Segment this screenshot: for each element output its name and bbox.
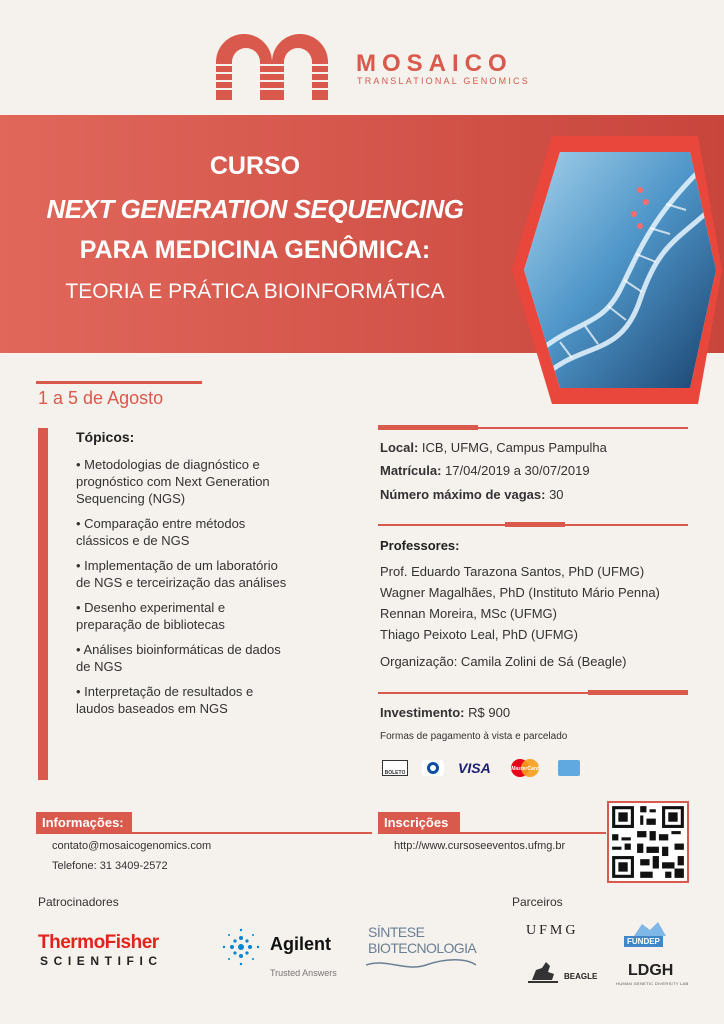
course-label: CURSO	[209, 152, 301, 180]
diners-icon	[422, 760, 444, 776]
divider-accent	[378, 425, 478, 430]
topic-item: • Análises bioinformáticas de dados de NGS	[76, 642, 281, 674]
sintese-logo: SÍNTESE	[368, 924, 425, 940]
thermofisher-logo-sub: SCIENTIFIC	[40, 954, 163, 968]
course-title-line3: PARA MEDICINA GENÔMICA:	[79, 236, 431, 264]
professor-item: Thiago Peixoto Leal, PhD (UFMG)	[380, 627, 578, 642]
mastercard-icon	[508, 758, 542, 778]
divider-accent	[505, 522, 565, 527]
registration-url[interactable]: http://www.cursoseeventos.ufmg.br	[394, 840, 566, 852]
professors-title: Professores:	[380, 538, 460, 553]
professor-item: Prof. Eduardo Tarazona Santos, PhD (UFMG)	[380, 564, 645, 579]
agilent-spark-icon	[218, 924, 264, 970]
sponsors-label: Patrocinadores	[38, 895, 119, 909]
contact-email[interactable]: contato@mosaicogenomics.com	[52, 840, 212, 852]
registration-label: Inscrições	[378, 812, 460, 834]
visa-icon: VISA	[458, 760, 491, 776]
topic-item: • Desenho experimental e preparação de bibliotecas	[76, 600, 226, 632]
logo-subtitle: TRANSLATIONAL GENOMICS	[357, 76, 530, 86]
beagle-logo: BEAGLE	[564, 972, 598, 981]
topics-accent-bar	[38, 428, 48, 780]
fundep-logo: FUNDEP	[624, 936, 663, 947]
professor-item: Rennan Moreira, MSc (UFMG)	[380, 606, 557, 621]
sintese-wave-icon	[366, 958, 476, 972]
course-subtitle: TEORIA E PRÁTICA BIOINFORMÁTICA	[65, 280, 445, 303]
dna-hexagon-image	[490, 130, 722, 410]
topic-item: • Implementação de um laboratório de NGS e terceirização das análises	[76, 558, 287, 590]
divider-accent	[588, 690, 688, 695]
fundep-shape-icon	[630, 920, 670, 936]
thermofisher-logo: ThermoFisher	[38, 932, 159, 953]
topic-item: • Interpretação de resultados e laudos baseados em NGS	[76, 684, 254, 716]
organization-info: Organização: Camila Zolini de Sá (Beagle)	[380, 654, 627, 669]
info-label: Informações:	[36, 812, 132, 834]
course-title-ngs: NEXT GENERATION SEQUENCING	[46, 194, 464, 224]
investment-info: Investimento: R$ 900	[380, 705, 511, 720]
svg-text:MasterCard: MasterCard	[511, 766, 539, 772]
agilent-logo: Agilent	[270, 934, 331, 954]
payment-note: Formas de pagamento à vista e parcelado	[380, 731, 568, 742]
partners-label: Parceiros	[512, 895, 563, 909]
topic-item: • Comparação entre métodos clássicos e de NGS	[76, 516, 246, 548]
local-info: Local: ICB, UFMG, Campus Pampulha	[380, 440, 607, 455]
beagle-dog-icon	[528, 958, 558, 984]
qr-code[interactable]	[607, 801, 689, 883]
boleto-icon: BOLETO	[382, 760, 408, 776]
mosaico-logo-mark	[216, 28, 328, 100]
topics-title: Tópicos:	[76, 429, 135, 445]
contact-phone: Telefone: 31 3409-2572	[52, 860, 168, 872]
vacancies-info: Número máximo de vagas: 30	[380, 487, 564, 502]
logo-name: MOSAICO	[356, 50, 513, 77]
professor-item: Wagner Magalhães, PhD (Instituto Mário Penna)	[380, 585, 660, 600]
ldgh-logo: LDGH	[628, 962, 674, 979]
date-underline	[36, 381, 202, 384]
topic-item: • Metodologias de diagnóstico e prognóstico com Next Generation Sequencing (NGS)	[76, 457, 270, 506]
enrollment-info: Matrícula: 17/04/2019 a 30/07/2019	[380, 463, 590, 478]
sintese-logo-sub: BIOTECNOLOGIA	[368, 940, 477, 956]
ldgh-logo-sub: HUMAN GENETIC DIVERSITY LAB	[616, 981, 689, 986]
course-dates: 1 a 5 de Agosto	[38, 388, 164, 408]
amex-icon	[558, 760, 580, 776]
agilent-tagline: Trusted Answers	[270, 968, 337, 978]
ufmg-logo: UFMG	[526, 923, 579, 938]
